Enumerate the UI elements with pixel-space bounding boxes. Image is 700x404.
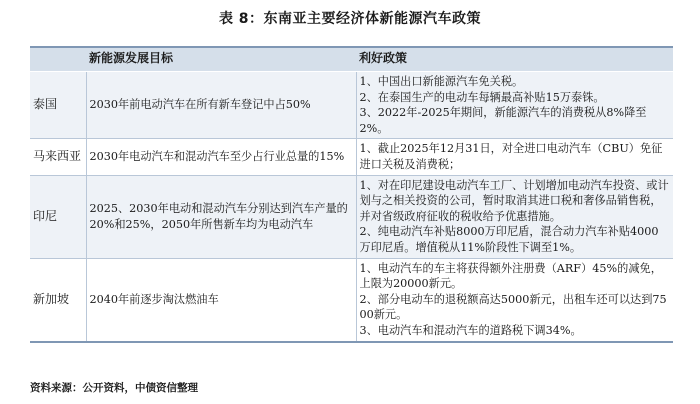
policy-cell: [356, 258, 673, 341]
country-cell: 马来西亚: [30, 139, 86, 175]
policy-item: 3、2022年-2025年期间，新能源汽车的消费税从8%降至2%。: [359, 106, 647, 135]
source-note: 资料来源：公开资料，中债资信整理: [30, 382, 198, 394]
header-country: [30, 47, 86, 72]
table-row: [30, 139, 673, 175]
policy-table: [30, 46, 673, 343]
policy-item: 3、电动汽车和混动汽车的道路税下调34%。: [359, 323, 582, 337]
table-row: [30, 258, 673, 341]
policy-item: 2、纯电动汽车补贴8000万印尼盾，混合动力汽车补贴4000万印尼盾。增值税从11%阶段性下调至1%。: [359, 225, 659, 254]
table-title: 表 8：东南亚主要经济体新能源汽车政策: [218, 11, 482, 27]
policy-item: 1、电动汽车的车主将获得额外注册费（ARF）45%的减免，上限为20000新元。: [359, 261, 662, 291]
policy-cell: [356, 139, 673, 175]
goal-cell: 2030年电动汽车和混动汽车至少占行业总量的15%: [86, 139, 356, 175]
policy-item: 1、对在印尼建设电动汽车工厂、计划增加电动汽车投资、或计划与之相关投资的公司，暂时取消其进口税和奢侈品销售税，并对省级政府征收的税收给予优惠措施。: [359, 178, 669, 223]
policy-item: 2、在泰国生产的电动车每辆最高补贴15万泰铢。: [359, 90, 605, 104]
country-cell: 新加坡: [30, 258, 86, 341]
policy-item: 1、中国出口新能源汽车免关税。: [359, 75, 524, 88]
header-goal: 新能源发展目标: [86, 47, 356, 72]
policy-item: 2、部分电动车的退税额高达5000新元，出租车还可以达到7500新元。: [359, 292, 667, 322]
policy-cell: [356, 175, 673, 258]
policy-table-container: [30, 46, 673, 343]
table-row: [30, 175, 673, 258]
table-header-row: [30, 47, 673, 72]
country-cell: 印尼: [30, 175, 86, 258]
policy-cell: [356, 72, 673, 139]
header-policy: 利好政策: [356, 47, 673, 72]
table-row: [30, 72, 673, 139]
country-cell: 泰国: [30, 72, 86, 139]
goal-cell: 2030年前电动汽车在所有新车登记中占50%: [86, 72, 356, 139]
policy-item: 1、截止2025年12月31日，对全进口电动汽车（CBU）免征进口关税及消费税；: [359, 142, 663, 171]
goal-cell: 2040年前逐步淘汰燃油车: [86, 258, 356, 341]
goal-cell: 2025、2030年电动和混动汽车分别达到汽车产量的20%和25%，2050年所售新车均为电动汽车: [86, 175, 356, 258]
